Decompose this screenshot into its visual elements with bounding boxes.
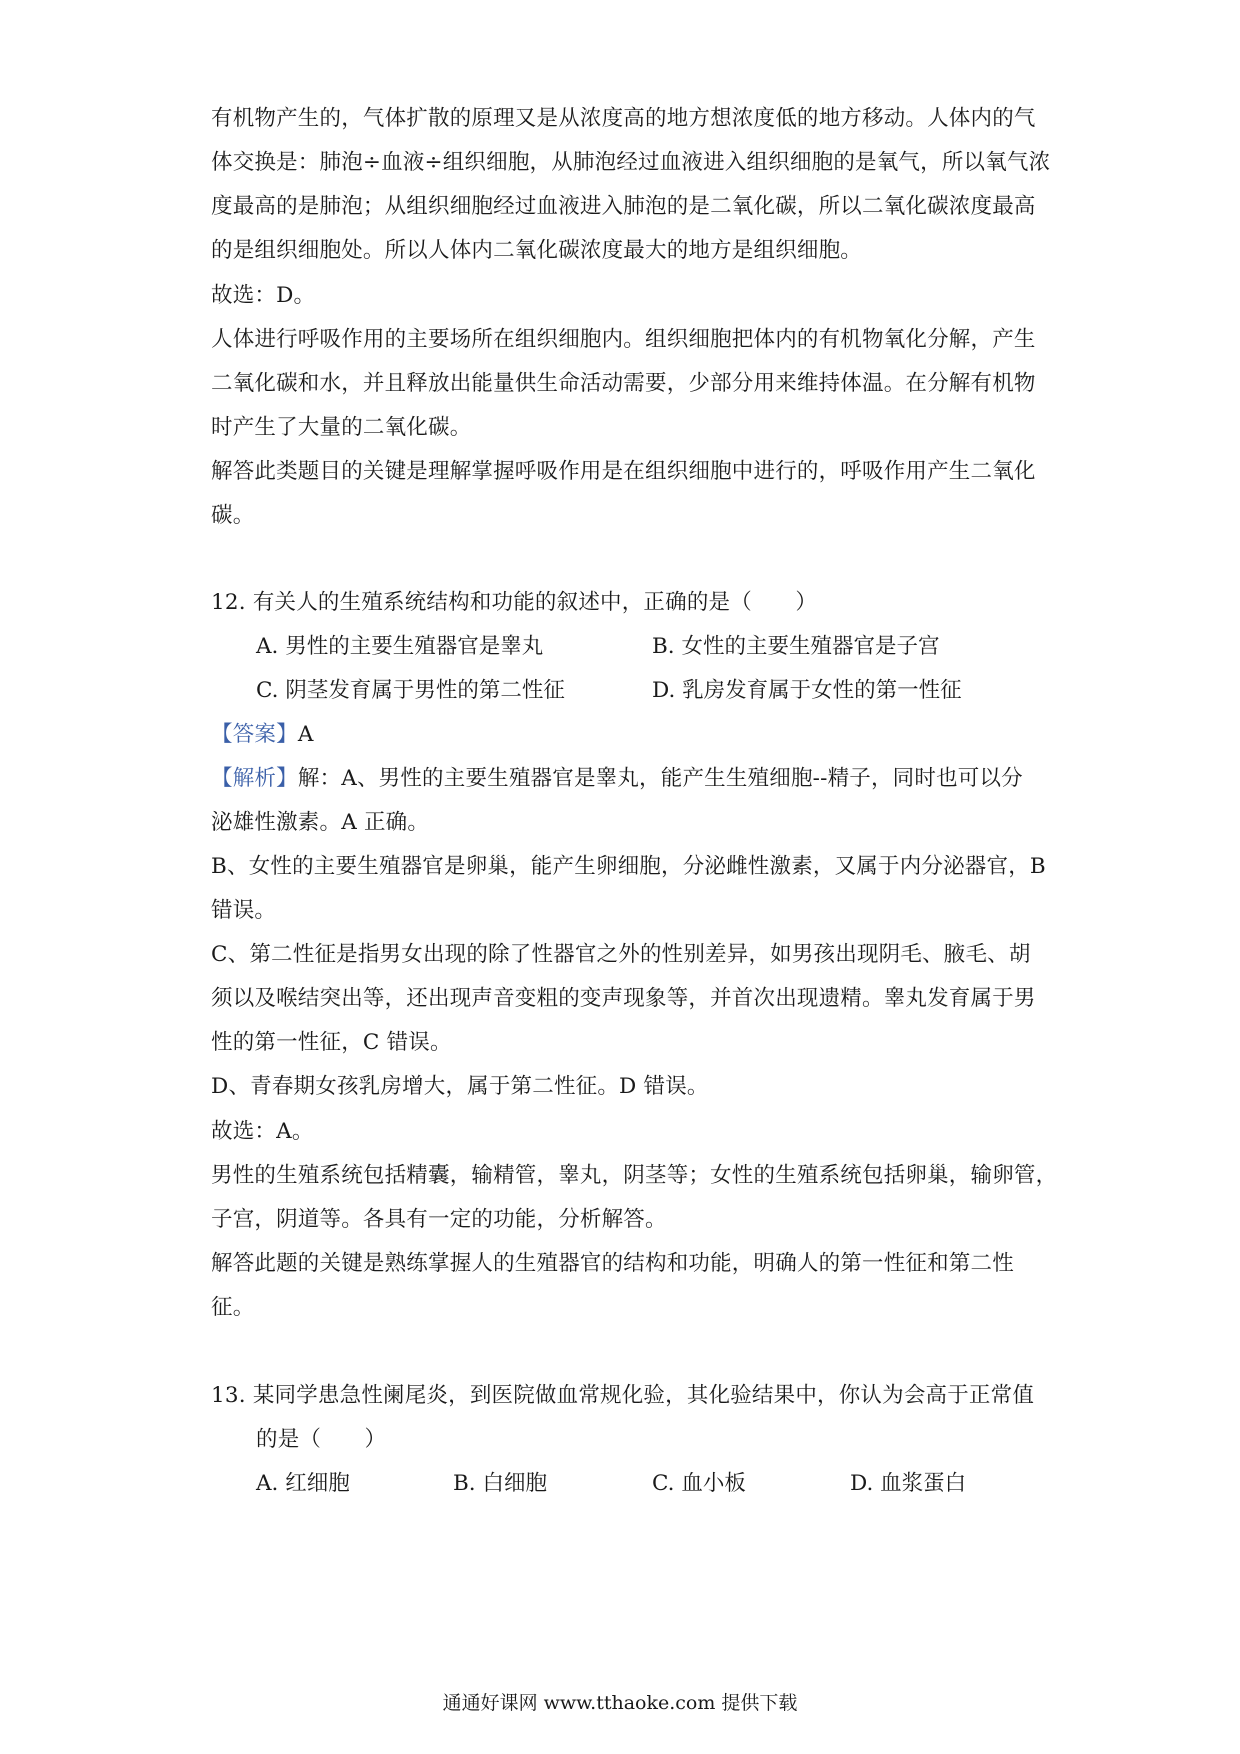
- analysis-tag: 【解析】: [211, 766, 298, 791]
- q12-analysis-line: 须以及喉结突出等，还出现声音变粗的变声现象等，并首次出现遗精。睾丸发育属于男: [211, 986, 1036, 1011]
- q12-analysis-line: 子宫，阴道等。各具有一定的功能，分析解答。: [211, 1207, 667, 1232]
- q13-option-c: C. 血小板: [652, 1471, 746, 1496]
- q12-option-a: A. 男性的主要生殖器官是睾丸: [256, 634, 544, 659]
- q13-option-d: D. 血浆蛋白: [850, 1471, 967, 1496]
- analysis-line: 二氧化碳和水，并且释放出能量供生命活动需要，少部分用来维持体温。在分解有机物: [211, 371, 1036, 396]
- key-line: 碳。: [211, 503, 255, 528]
- key-line: 解答此类题目的关键是理解掌握呼吸作用是在组织细胞中进行的，呼吸作用产生二氧化: [211, 459, 1036, 484]
- question-12-stem: 12. 有关人的生殖系统结构和功能的叙述中，正确的是（ ）: [211, 590, 818, 615]
- q12-key-line: 解答此题的关键是熟练掌握人的生殖器官的结构和功能，明确人的第一性征和第二性: [211, 1251, 1014, 1276]
- q12-analysis-first: [211, 764, 1041, 794]
- paragraph-line: 体交换是：肺泡÷血液÷组织细胞，从肺泡经过血液进入组织细胞的是氧气，所以氧气浓: [211, 150, 1051, 175]
- q12-option-d: D. 乳房发育属于女性的第一性征: [652, 678, 962, 703]
- analysis-line: 人体进行呼吸作用的主要场所在组织细胞内。组织细胞把体内的有机物氧化分解，产生: [211, 327, 1036, 352]
- q12-analysis-line: 男性的生殖系统包括精囊，输精管，睾丸，阴茎等；女性的生殖系统包括卵巢，输卵管，: [211, 1163, 1058, 1188]
- q12-analysis-line: C、第二性征是指男女出现的除了性器官之外的性别差异，如男孩出现阴毛、腋毛、胡: [211, 942, 1031, 967]
- q12-analysis-line: 错误。: [211, 898, 277, 923]
- q12-key-line: 征。: [211, 1295, 255, 1320]
- analysis-text: 解：A、男性的主要生殖器官是睾丸，能产生生殖细胞--精子，同时也可以分: [297, 766, 1023, 791]
- q13-option-a: A. 红细胞: [256, 1471, 350, 1496]
- q12-analysis-line: 泌雄性激素。A 正确。: [211, 810, 430, 835]
- q13-option-b: B. 白细胞: [453, 1471, 547, 1496]
- choice-line: 故选：D。: [211, 283, 316, 308]
- answer-tag: 【答案】: [211, 722, 298, 747]
- q12-answer-line: [211, 720, 1041, 750]
- q12-analysis-line: D、青春期女孩乳房增大，属于第二性征。D 错误。: [211, 1074, 709, 1099]
- analysis-line: 时产生了大量的二氧化碳。: [211, 415, 472, 440]
- paragraph-line: 的是组织细胞处。所以人体内二氧化碳浓度最大的地方是组织细胞。: [211, 238, 863, 263]
- q12-option-b: B. 女性的主要生殖器官是子宫: [652, 634, 940, 659]
- q12-analysis-line: B、女性的主要生殖器官是卵巢，能产生卵细胞，分泌雌性激素，又属于内分泌器官，B: [211, 854, 1046, 879]
- q12-option-c: C. 阴茎发育属于男性的第二性征: [256, 678, 565, 703]
- question-13-stem-cont: 的是（ ）: [256, 1427, 387, 1452]
- page-footer: 通通好课网 www.tthaoke.com 提供下载: [442, 1692, 798, 1714]
- answer-value: A: [297, 722, 314, 747]
- paragraph-line: 度最高的是肺泡；从组织细胞经过血液进入肺泡的是二氧化碳，所以二氧化碳浓度最高: [211, 194, 1036, 219]
- paragraph-line: 有机物产生的，气体扩散的原理又是从浓度高的地方想浓度低的地方移动。人体内的气: [211, 106, 1036, 131]
- q12-analysis-line: 性的第一性征，C 错误。: [211, 1030, 452, 1055]
- question-13-stem: 13. 某同学患急性阑尾炎，到医院做血常规化验，其化验结果中，你认为会高于正常值: [211, 1383, 1035, 1408]
- q12-choice-line: 故选：A。: [211, 1119, 314, 1144]
